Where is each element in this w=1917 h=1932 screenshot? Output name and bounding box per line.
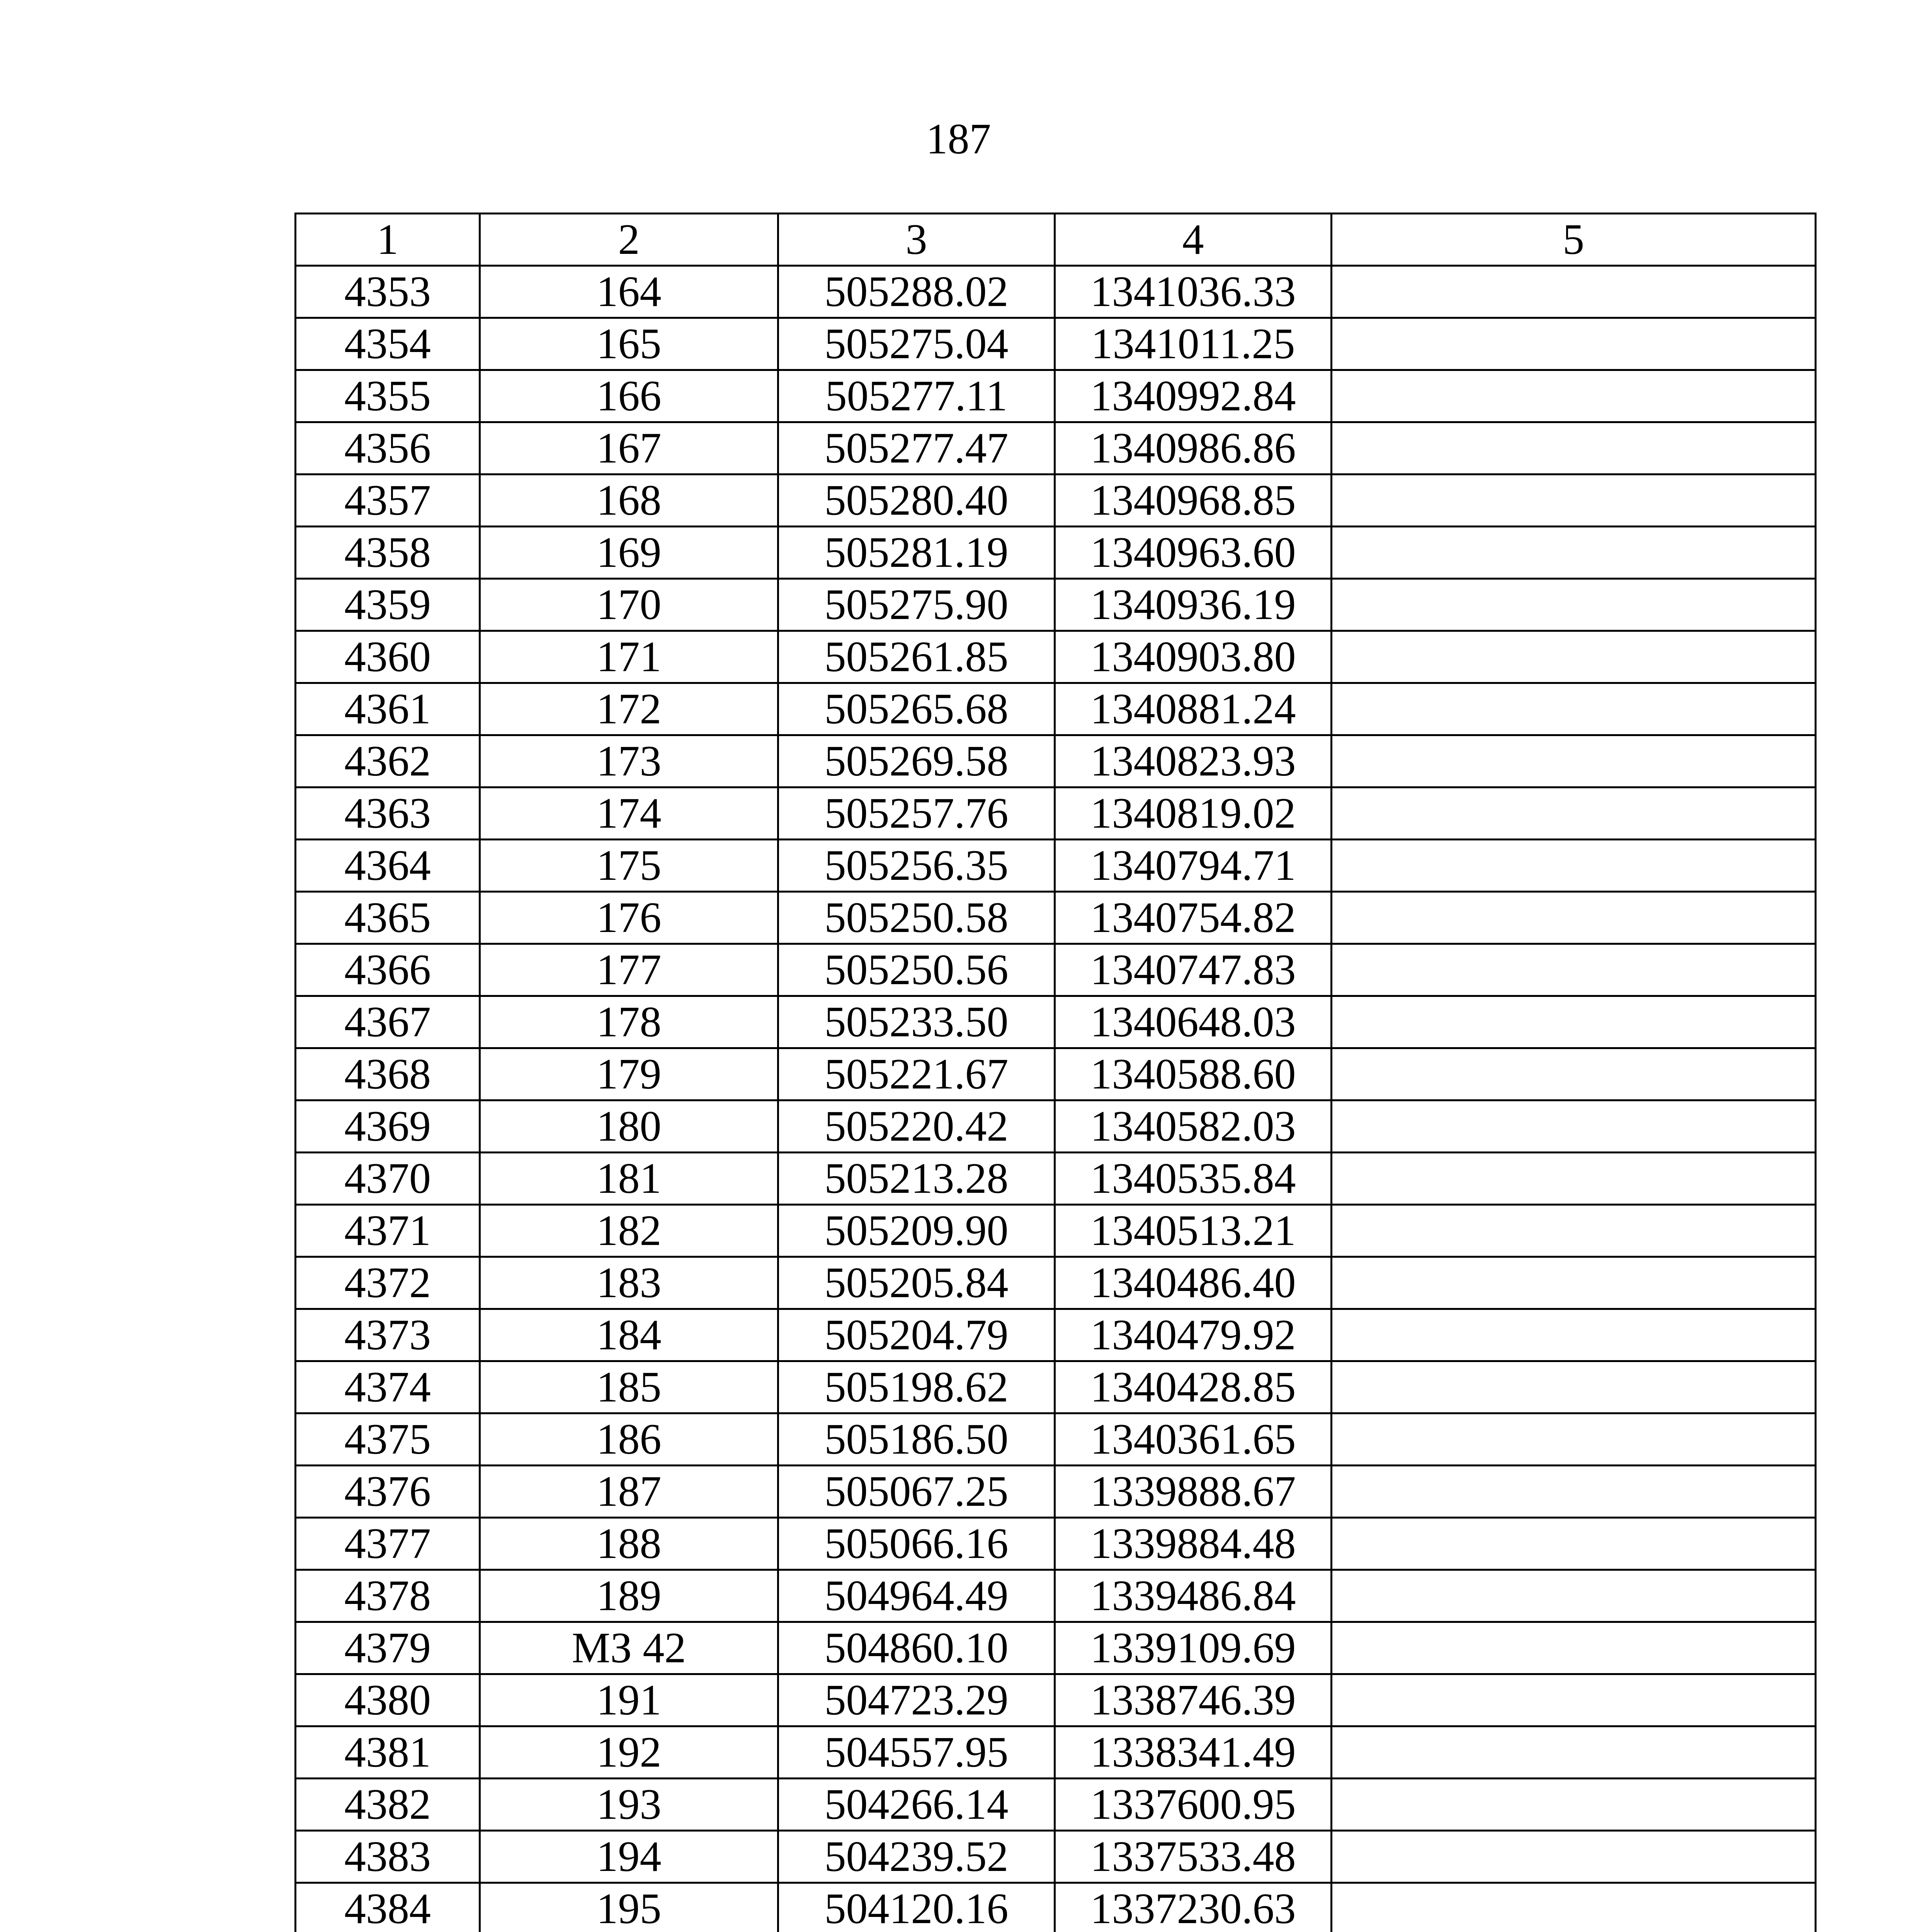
- point-number-cell: 195: [480, 1883, 778, 1932]
- table-row: [296, 944, 1816, 996]
- x-coordinate-cell: 505213.28: [778, 1153, 1055, 1205]
- note-cell: [1332, 422, 1816, 474]
- y-coordinate-cell: 1340986.86: [1055, 422, 1332, 474]
- row-index-cell: 4365: [296, 892, 480, 944]
- table-row: [296, 1570, 1816, 1622]
- y-coordinate-cell: 1340754.82: [1055, 892, 1332, 944]
- column-header-3: 3: [778, 214, 1055, 266]
- x-coordinate-cell: 505221.67: [778, 1048, 1055, 1100]
- note-cell: [1332, 735, 1816, 787]
- coordinates-table: [294, 213, 1817, 1932]
- note-cell: [1332, 1205, 1816, 1257]
- point-number-cell: 192: [480, 1726, 778, 1779]
- y-coordinate-cell: 1340747.83: [1055, 944, 1332, 996]
- table-row: [296, 370, 1816, 422]
- x-coordinate-cell: 505277.11: [778, 370, 1055, 422]
- row-index-cell: 4375: [296, 1413, 480, 1466]
- y-coordinate-cell: 1337600.95: [1055, 1779, 1332, 1831]
- x-coordinate-cell: 505204.79: [778, 1309, 1055, 1361]
- table-row: [296, 631, 1816, 683]
- table-row: [296, 1831, 1816, 1883]
- point-number-cell: 169: [480, 527, 778, 579]
- note-cell: [1332, 1622, 1816, 1674]
- point-number-cell: 179: [480, 1048, 778, 1100]
- note-cell: [1332, 1309, 1816, 1361]
- point-number-cell: 175: [480, 840, 778, 892]
- y-coordinate-cell: 1340428.85: [1055, 1361, 1332, 1413]
- row-index-cell: 4383: [296, 1831, 480, 1883]
- note-cell: [1332, 840, 1816, 892]
- y-coordinate-cell: 1341011.25: [1055, 318, 1332, 370]
- table-row: [296, 422, 1816, 474]
- x-coordinate-cell: 505277.47: [778, 422, 1055, 474]
- row-index-cell: 4372: [296, 1257, 480, 1309]
- x-coordinate-cell: 504557.95: [778, 1726, 1055, 1779]
- y-coordinate-cell: 1338746.39: [1055, 1674, 1332, 1726]
- x-coordinate-cell: 505288.02: [778, 266, 1055, 318]
- note-cell: [1332, 1100, 1816, 1153]
- row-index-cell: 4382: [296, 1779, 480, 1831]
- x-coordinate-cell: 505281.19: [778, 527, 1055, 579]
- y-coordinate-cell: 1340582.03: [1055, 1100, 1332, 1153]
- note-cell: [1332, 1831, 1816, 1883]
- row-index-cell: 4369: [296, 1100, 480, 1153]
- row-index-cell: 4376: [296, 1466, 480, 1518]
- x-coordinate-cell: 505198.62: [778, 1361, 1055, 1413]
- table-row: [296, 1257, 1816, 1309]
- x-coordinate-cell: 504266.14: [778, 1779, 1055, 1831]
- y-coordinate-cell: 1340823.93: [1055, 735, 1332, 787]
- table-row: [296, 840, 1816, 892]
- x-coordinate-cell: 505067.25: [778, 1466, 1055, 1518]
- table-row: [296, 1413, 1816, 1466]
- table-row: [296, 1100, 1816, 1153]
- note-cell: [1332, 579, 1816, 631]
- note-cell: [1332, 1257, 1816, 1309]
- column-header-1: 1: [296, 214, 480, 266]
- row-index-cell: 4354: [296, 318, 480, 370]
- row-index-cell: 4355: [296, 370, 480, 422]
- point-number-cell: 180: [480, 1100, 778, 1153]
- table-row: [296, 1518, 1816, 1570]
- row-index-cell: 4378: [296, 1570, 480, 1622]
- x-coordinate-cell: 505250.56: [778, 944, 1055, 996]
- y-coordinate-cell: 1340968.85: [1055, 474, 1332, 527]
- table-row: [296, 892, 1816, 944]
- table-row: [296, 1361, 1816, 1413]
- y-coordinate-cell: 1340361.65: [1055, 1413, 1332, 1466]
- note-cell: [1332, 892, 1816, 944]
- table-row: [296, 1674, 1816, 1726]
- table-row: [296, 1153, 1816, 1205]
- x-coordinate-cell: 505261.85: [778, 631, 1055, 683]
- row-index-cell: 4374: [296, 1361, 480, 1413]
- row-index-cell: 4353: [296, 266, 480, 318]
- note-cell: [1332, 944, 1816, 996]
- note-cell: [1332, 683, 1816, 735]
- point-number-cell: 183: [480, 1257, 778, 1309]
- note-cell: [1332, 1361, 1816, 1413]
- column-header-2: 2: [480, 214, 778, 266]
- x-coordinate-cell: 505269.58: [778, 735, 1055, 787]
- note-cell: [1332, 1726, 1816, 1779]
- note-cell: [1332, 370, 1816, 422]
- note-cell: [1332, 1570, 1816, 1622]
- x-coordinate-cell: 505205.84: [778, 1257, 1055, 1309]
- row-index-cell: 4379: [296, 1622, 480, 1674]
- table-row: [296, 318, 1816, 370]
- x-coordinate-cell: 505220.42: [778, 1100, 1055, 1153]
- note-cell: [1332, 631, 1816, 683]
- note-cell: [1332, 1674, 1816, 1726]
- point-number-cell: 164: [480, 266, 778, 318]
- row-index-cell: 4364: [296, 840, 480, 892]
- x-coordinate-cell: 505209.90: [778, 1205, 1055, 1257]
- note-cell: [1332, 474, 1816, 527]
- point-number-cell: 168: [480, 474, 778, 527]
- table-row: [296, 996, 1816, 1048]
- point-number-cell: 174: [480, 787, 778, 840]
- table-row: [296, 1309, 1816, 1361]
- row-index-cell: 4377: [296, 1518, 480, 1570]
- row-index-cell: 4358: [296, 527, 480, 579]
- row-index-cell: 4373: [296, 1309, 480, 1361]
- x-coordinate-cell: 505275.90: [778, 579, 1055, 631]
- point-number-cell: 166: [480, 370, 778, 422]
- table-row: [296, 527, 1816, 579]
- y-coordinate-cell: 1340479.92: [1055, 1309, 1332, 1361]
- table-row: [296, 787, 1816, 840]
- row-index-cell: 4381: [296, 1726, 480, 1779]
- row-index-cell: 4362: [296, 735, 480, 787]
- x-coordinate-cell: 505275.04: [778, 318, 1055, 370]
- row-index-cell: 4356: [296, 422, 480, 474]
- x-coordinate-cell: 504239.52: [778, 1831, 1055, 1883]
- x-coordinate-cell: 504723.29: [778, 1674, 1055, 1726]
- table-row: [296, 579, 1816, 631]
- x-coordinate-cell: 505280.40: [778, 474, 1055, 527]
- table-row: [296, 1726, 1816, 1779]
- point-number-cell: 176: [480, 892, 778, 944]
- row-index-cell: 4384: [296, 1883, 480, 1932]
- point-number-cell: 194: [480, 1831, 778, 1883]
- row-index-cell: 4370: [296, 1153, 480, 1205]
- y-coordinate-cell: 1338341.49: [1055, 1726, 1332, 1779]
- point-number-cell: 185: [480, 1361, 778, 1413]
- row-index-cell: 4367: [296, 996, 480, 1048]
- row-index-cell: 4380: [296, 1674, 480, 1726]
- table-row: [296, 1205, 1816, 1257]
- point-number-cell: 167: [480, 422, 778, 474]
- y-coordinate-cell: 1337533.48: [1055, 1831, 1332, 1883]
- point-number-cell: 191: [480, 1674, 778, 1726]
- y-coordinate-cell: 1340936.19: [1055, 579, 1332, 631]
- note-cell: [1332, 1883, 1816, 1932]
- table-row: [296, 1622, 1816, 1674]
- point-number-cell: 170: [480, 579, 778, 631]
- note-cell: [1332, 318, 1816, 370]
- y-coordinate-cell: 1339486.84: [1055, 1570, 1332, 1622]
- point-number-cell: 165: [480, 318, 778, 370]
- row-index-cell: 4361: [296, 683, 480, 735]
- note-cell: [1332, 1413, 1816, 1466]
- note-cell: [1332, 996, 1816, 1048]
- row-index-cell: 4357: [296, 474, 480, 527]
- table-row: [296, 474, 1816, 527]
- y-coordinate-cell: 1340903.80: [1055, 631, 1332, 683]
- x-coordinate-cell: 504964.49: [778, 1570, 1055, 1622]
- y-coordinate-cell: 1340992.84: [1055, 370, 1332, 422]
- note-cell: [1332, 266, 1816, 318]
- point-number-cell: 173: [480, 735, 778, 787]
- y-coordinate-cell: 1340535.84: [1055, 1153, 1332, 1205]
- x-coordinate-cell: 504860.10: [778, 1622, 1055, 1674]
- note-cell: [1332, 1048, 1816, 1100]
- table-row: [296, 683, 1816, 735]
- point-number-cell: МЗ 42: [480, 1622, 778, 1674]
- note-cell: [1332, 1466, 1816, 1518]
- point-number-cell: 186: [480, 1413, 778, 1466]
- note-cell: [1332, 1779, 1816, 1831]
- page-number: 187: [926, 115, 991, 163]
- x-coordinate-cell: 504120.16: [778, 1883, 1055, 1932]
- note-cell: [1332, 1153, 1816, 1205]
- x-coordinate-cell: 505233.50: [778, 996, 1055, 1048]
- point-number-cell: 178: [480, 996, 778, 1048]
- x-coordinate-cell: 505186.50: [778, 1413, 1055, 1466]
- point-number-cell: 187: [480, 1466, 778, 1518]
- note-cell: [1332, 527, 1816, 579]
- table-row: [296, 1048, 1816, 1100]
- point-number-cell: 189: [480, 1570, 778, 1622]
- row-index-cell: 4360: [296, 631, 480, 683]
- note-cell: [1332, 1518, 1816, 1570]
- y-coordinate-cell: 1339109.69: [1055, 1622, 1332, 1674]
- point-number-cell: 182: [480, 1205, 778, 1257]
- point-number-cell: 188: [480, 1518, 778, 1570]
- y-coordinate-cell: 1340819.02: [1055, 787, 1332, 840]
- table-row: [296, 735, 1816, 787]
- coordinates-table-body: [296, 214, 1816, 1932]
- column-header-4: 4: [1055, 214, 1332, 266]
- y-coordinate-cell: 1341036.33: [1055, 266, 1332, 318]
- table-row: [296, 1883, 1816, 1932]
- y-coordinate-cell: 1340881.24: [1055, 683, 1332, 735]
- y-coordinate-cell: 1340486.40: [1055, 1257, 1332, 1309]
- y-coordinate-cell: 1337230.63: [1055, 1883, 1332, 1932]
- table-row: [296, 1779, 1816, 1831]
- column-header-5: 5: [1332, 214, 1816, 266]
- point-number-cell: 172: [480, 683, 778, 735]
- point-number-cell: 184: [480, 1309, 778, 1361]
- point-number-cell: 193: [480, 1779, 778, 1831]
- point-number-cell: 171: [480, 631, 778, 683]
- row-index-cell: 4368: [296, 1048, 480, 1100]
- x-coordinate-cell: 505066.16: [778, 1518, 1055, 1570]
- table-row: [296, 266, 1816, 318]
- table-header-row: [296, 214, 1816, 266]
- row-index-cell: 4371: [296, 1205, 480, 1257]
- point-number-cell: 177: [480, 944, 778, 996]
- y-coordinate-cell: 1340963.60: [1055, 527, 1332, 579]
- point-number-cell: 181: [480, 1153, 778, 1205]
- y-coordinate-cell: 1340588.60: [1055, 1048, 1332, 1100]
- note-cell: [1332, 787, 1816, 840]
- row-index-cell: 4363: [296, 787, 480, 840]
- row-index-cell: 4366: [296, 944, 480, 996]
- y-coordinate-cell: 1340648.03: [1055, 996, 1332, 1048]
- x-coordinate-cell: 505250.58: [778, 892, 1055, 944]
- row-index-cell: 4359: [296, 579, 480, 631]
- x-coordinate-cell: 505256.35: [778, 840, 1055, 892]
- x-coordinate-cell: 505257.76: [778, 787, 1055, 840]
- x-coordinate-cell: 505265.68: [778, 683, 1055, 735]
- y-coordinate-cell: 1340513.21: [1055, 1205, 1332, 1257]
- y-coordinate-cell: 1339888.67: [1055, 1466, 1332, 1518]
- y-coordinate-cell: 1339884.48: [1055, 1518, 1332, 1570]
- y-coordinate-cell: 1340794.71: [1055, 840, 1332, 892]
- table-row: [296, 1466, 1816, 1518]
